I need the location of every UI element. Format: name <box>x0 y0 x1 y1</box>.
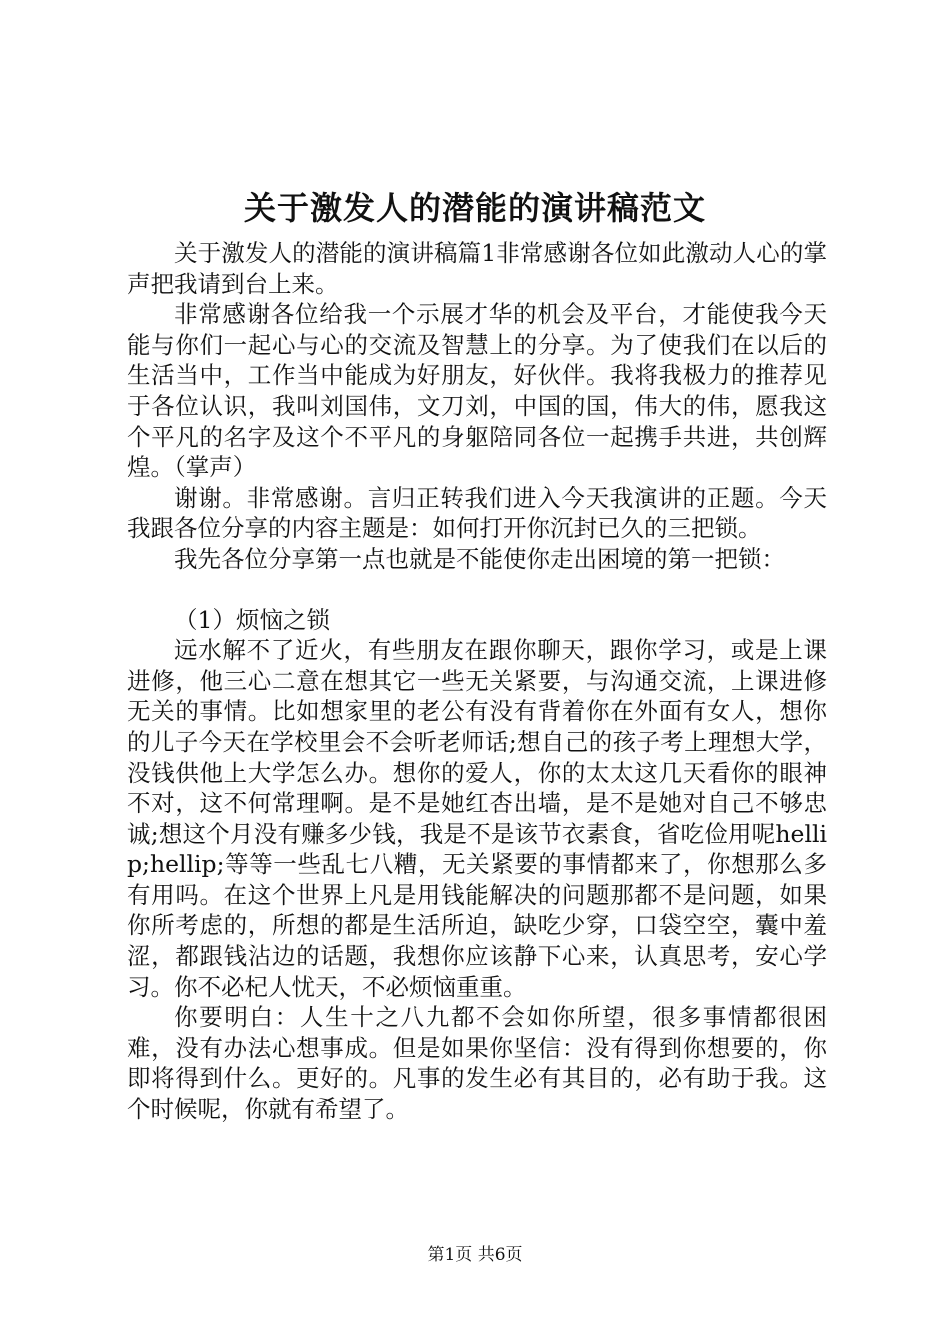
paragraph-hope: 你要明白：人生十之八九都不会如你所望，很多事情都很困难，没有办法心想事成。但是如果你坚信：没有得到你想要的，你即将得到什么。更好的。凡事的发生必有其目的，必有助于我。这个时候呢，你就有希望了。 <box>127 1003 827 1124</box>
paragraph-self-introduction: 非常感谢各位给我一个示展才华的机会及平台，才能使我今天能与你们一起心与心的交流及智慧上的分享。为了使我们在以后的生活当中，工作当中能成为好朋友，好伙伴。我将我极力的推荐见于各位认识，我叫刘国伟，文刀刘，中国的国，伟大的伟，愿我这个平凡的名字及这个不平凡的身躯陪同各位一起携手共进，共创辉煌。（掌声） <box>127 300 827 482</box>
paragraph-first-lock-intro: 我先各位分享第一点也就是不能使你走出困境的第一把锁： <box>174 544 785 573</box>
paragraph-intro: 关于激发人的潜能的演讲稿篇1非常感谢各位如此激动人心的掌声把我请到台上来。 <box>127 239 827 298</box>
paragraph-topic: 谢谢。非常感谢。言归正转我们进入今天我演讲的正题。今天我跟各位分享的内容主题是：如何打开你沉封已久的三把锁。 <box>127 483 827 543</box>
paragraph-worry-lock: 远水解不了近火，有些朋友在跟你聊天，跟你学习，或是上课进修，他三心二意在想其它一些无关紧要，与沟通交流，上课进修无关的事情。比如想家里的老公有没有背着你在外面有女人，想你的儿子今天在学校里会不会听老师话;想自己的孩子考上理想大学，没钱供他上大学怎么办。想你的爱人，你的太太这几天看你的眼神不对，这不何常理啊。是不是她红杏出墙，是不是她对自己不够忠诚;想这个月没有赚多少钱，我是不是该节衣素食，省吃俭用呢hellip;hellip;等等一些乱七八糟，无关紧要的事情都来了，你想那么多有用吗。在这个世界上凡是用钱能解决的问题那都不是问题，如果你所考虑的，所想的都是生活所迫，缺吃少穿，口袋空空，囊中羞涩，都跟钱沾边的话题，我想你应该静下心来，认真思考，安心学习。你不必杞人忧天，不必烦恼重重。 <box>127 636 827 1001</box>
document-body <box>127 238 827 1125</box>
document-title: 关于激发人的潜能的演讲稿范文 <box>243 189 706 227</box>
page-footer: 第1页 共6页 <box>427 1245 523 1265</box>
section-heading-worry-lock: （1）烦恼之锁 <box>174 605 330 634</box>
